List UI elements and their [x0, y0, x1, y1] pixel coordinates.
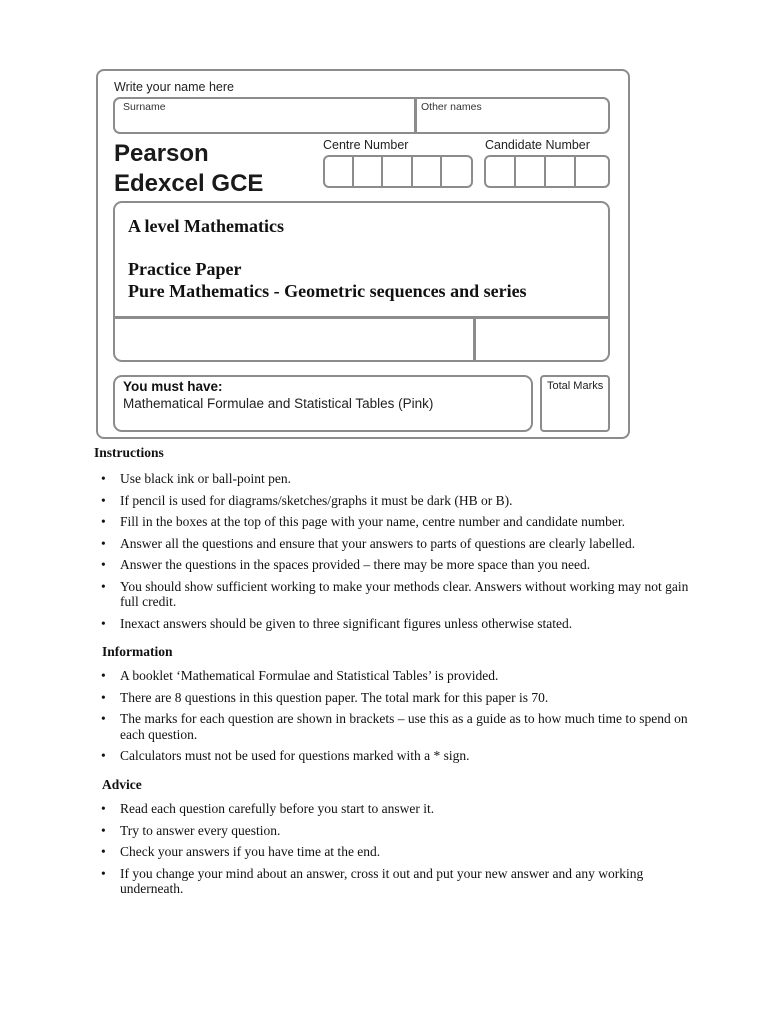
centre-digit-box: [383, 157, 412, 186]
brand-line-1: Pearson: [114, 140, 209, 167]
list-item: • Fill in the boxes at the top of this page with your name, centre number and candidate number.: [101, 514, 691, 530]
candidate-digit-box: [546, 157, 576, 186]
information-list: [101, 668, 691, 770]
list-item: • You should show sufficient working to make your methods clear. Answers without working may not gain full credit.: [101, 579, 691, 610]
candidate-digit-box: [516, 157, 546, 186]
list-item: • Check your answers if you have time at the end.: [101, 844, 691, 860]
paper-type: Practice Paper: [128, 259, 242, 279]
centre-digit-box: [325, 157, 354, 186]
advice-list: [101, 801, 691, 903]
subject-title: A level Mathematics: [128, 216, 284, 236]
write-name-label: Write your name here: [114, 80, 234, 94]
centre-number-boxes: [323, 155, 473, 188]
list-item: • Try to answer every question.: [101, 823, 691, 839]
candidate-number-label: Candidate Number: [485, 138, 590, 152]
total-marks-label: Total Marks: [547, 380, 604, 392]
must-have-title: You must have:: [123, 379, 223, 394]
you-must-have-box: [113, 375, 533, 432]
centre-digit-box: [354, 157, 383, 186]
candidate-digit-box: [486, 157, 516, 186]
list-item: • Calculators must not be used for questions marked with a * sign.: [101, 748, 691, 764]
list-item: • Answer the questions in the spaces provided – there may be more space than you need.: [101, 557, 691, 573]
centre-number-label: Centre Number: [323, 138, 409, 152]
centre-digit-box: [442, 157, 471, 186]
list-item: • Read each question carefully before you start to answer it.: [101, 801, 691, 817]
centre-digit-box: [413, 157, 442, 186]
name-divider: [414, 99, 417, 132]
list-item: • Answer all the questions and ensure that your answers to parts of questions are clearly labelled.: [101, 536, 691, 552]
must-have-text: Mathematical Formulae and Statistical Tables (Pink): [123, 396, 434, 411]
exam-board-logo: [114, 139, 263, 199]
candidate-digit-box: [576, 157, 606, 186]
paper-title: Pure Mathematics - Geometric sequences and series: [128, 281, 527, 301]
candidate-number-boxes: [484, 155, 610, 188]
list-item: • Use black ink or ball-point pen.: [101, 471, 691, 487]
other-names-label: Other names: [421, 101, 482, 113]
list-item: • There are 8 questions in this question paper. The total mark for this paper is 70.: [101, 690, 691, 706]
instructions-heading: Instructions: [94, 445, 164, 460]
instructions-list: [101, 471, 691, 637]
list-item: • If you change your mind about an answer, cross it out and put your new answer and any working underneath.: [101, 866, 691, 897]
information-heading: Information: [102, 644, 173, 659]
advice-heading: Advice: [102, 777, 142, 792]
list-item: • If pencil is used for diagrams/sketches/graphs it must be dark (HB or B).: [101, 493, 691, 509]
surname-label: Surname: [123, 101, 166, 113]
title-divider-vertical: [473, 318, 476, 362]
list-item: • The marks for each question are shown in brackets – use this as a guide as to how much time to spend on each question.: [101, 711, 691, 742]
name-fields: [113, 97, 610, 134]
title-divider: [115, 316, 608, 319]
list-item: • Inexact answers should be given to three significant figures unless otherwise stated.: [101, 616, 691, 632]
total-marks-box: [540, 375, 610, 432]
list-item: • A booklet ‘Mathematical Formulae and Statistical Tables’ is provided.: [101, 668, 691, 684]
brand-line-2: Edexcel GCE: [114, 170, 264, 197]
